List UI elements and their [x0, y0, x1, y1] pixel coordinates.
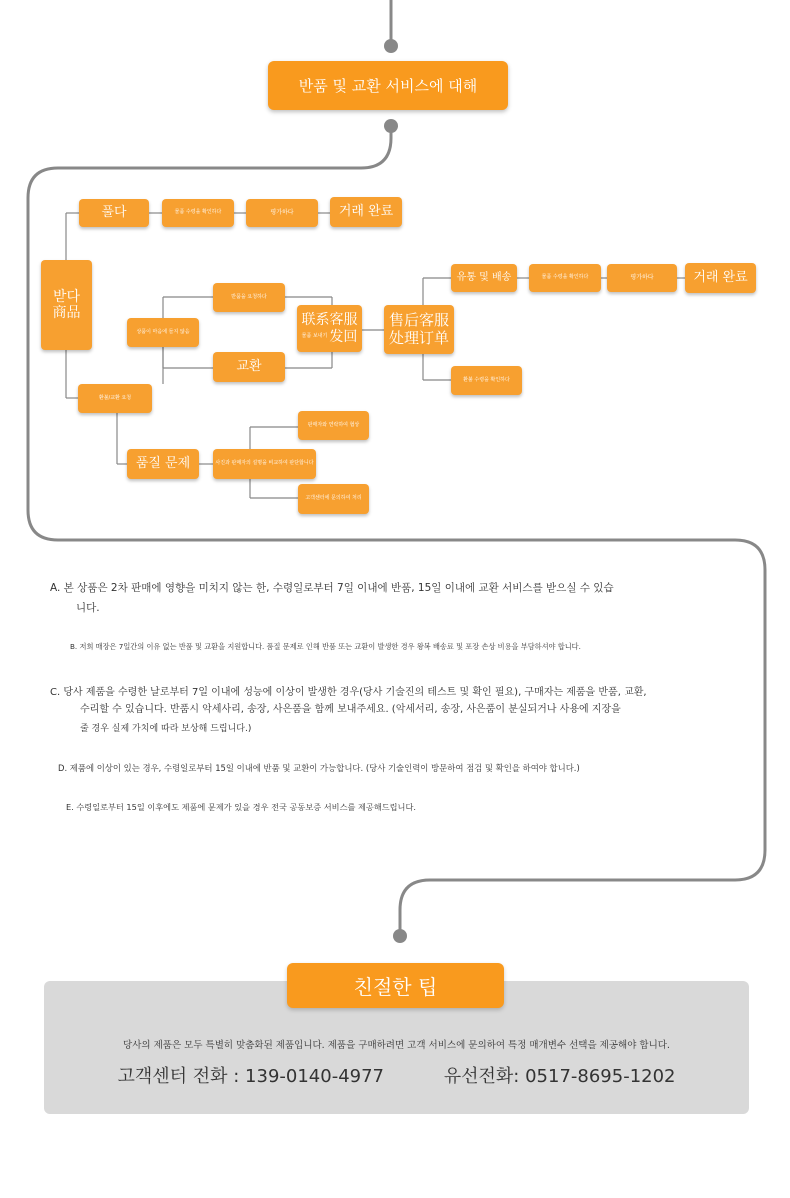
confirm-refund-node: 환불 수령을 확인하다	[451, 366, 522, 395]
landline-phone: 유선전화: 0517-8695-1202	[443, 1066, 676, 1087]
note-c-line1: C. 당사 제품을 수령한 날로부터 7일 이내에 성능에 이상이 발생한 경우(당사 기술진의 테스트 및 확인 필요), 구매자는 제품을 반품, 교환,	[50, 687, 647, 698]
note-e: E. 수령일로부터 15일 이후에도 제품에 문제가 있을 경우 전국 공동보증 서비스를 제공해드립니다.	[66, 802, 416, 812]
transaction-complete-node: 거래 완료	[330, 197, 402, 227]
return-node: 반품을 요청하다	[213, 283, 285, 312]
unpack-node: 풀다	[79, 199, 149, 227]
note-a-line2: 니다.	[76, 602, 100, 614]
note-a-line1: A. 본 상품은 2차 판매에 영향을 미치지 않는 한, 수령일로부터 7일 이내에 반품, 15일 이내에 교환 서비스를 받으실 수 있습	[50, 582, 614, 594]
right-evaluate-node: 평가하다	[607, 264, 677, 292]
send-goods-label: 물품 보내기	[301, 332, 328, 339]
contact-support-node: 고객센터에 문의하여 처리	[298, 484, 369, 514]
after-sales-node: 售后客服 处理订单	[384, 305, 454, 354]
contact-numbers	[44, 1062, 749, 1088]
tips-title: 친절한 팁	[287, 963, 504, 1008]
contact-service-node	[297, 305, 362, 352]
quality-issue-node: 품질 문제	[127, 449, 199, 479]
note-b: B. 저희 매장은 7일간의 이유 없는 반품 및 교환을 지원합니다. 품질 문제로 인해 반품 또는 교환이 발생한 경우 왕복 배송료 및 포장 손상 비용을 부담하셔야 합니다.	[70, 642, 581, 651]
receive-goods-node: 받다 商品	[41, 260, 92, 350]
note-d: D. 제품에 이상이 있는 경우, 수령일로부터 15일 이내에 반품 및 교환이 가능합니다. (당사 기술인력이 방문하여 점검 및 확인을 하여야 합니다.)	[58, 763, 580, 773]
send-back-label	[302, 329, 358, 345]
negotiate-seller-node: 판매자와 연락하여 협상	[298, 411, 369, 440]
confirm-receipt-node: 물품 수령을 확인하다	[162, 199, 234, 227]
tips-text: 당사의 제품은 모두 특별히 맞춤화된 제품입니다. 제품을 구매하려면 고객 서비스에 문의하여 특정 매개변수 선택을 제공해야 합니다.	[123, 1040, 670, 1051]
note-c-line2: 수리할 수 있습니다. 반품시 악세사리, 송장, 사은품을 함께 보내주세요. (악세서리, 송장, 사은품이 분실되거나 사용에 지장을	[80, 704, 621, 715]
right-confirm-receipt-node: 물품 수령을 확인하다	[529, 264, 601, 292]
compare-photos-node: 사진과 판매자의 설명을 비교하여 판단합니다	[213, 449, 316, 479]
evaluate-node: 평가하다	[246, 199, 318, 227]
logistics-node: 유통 및 배송	[451, 264, 517, 292]
return-reason-node: 환불/교환 요청	[78, 384, 152, 413]
request-return-node: 상품이 마음에 들지 않음	[127, 318, 199, 347]
exchange-node: 교환	[213, 352, 285, 382]
contact-service-label: 联系客服	[301, 312, 358, 329]
send-back-text: 发回	[329, 328, 358, 345]
return-exchange-header: 반품 및 교환 서비스에 대해	[268, 61, 508, 110]
note-c-line3: 줄 경우 실제 가치에 따라 보상해 드립니다.)	[80, 724, 252, 734]
right-transaction-complete-node: 거래 완료	[685, 263, 756, 293]
customer-service-phone: 고객센터 전화 : 139-0140-4977	[117, 1066, 385, 1087]
